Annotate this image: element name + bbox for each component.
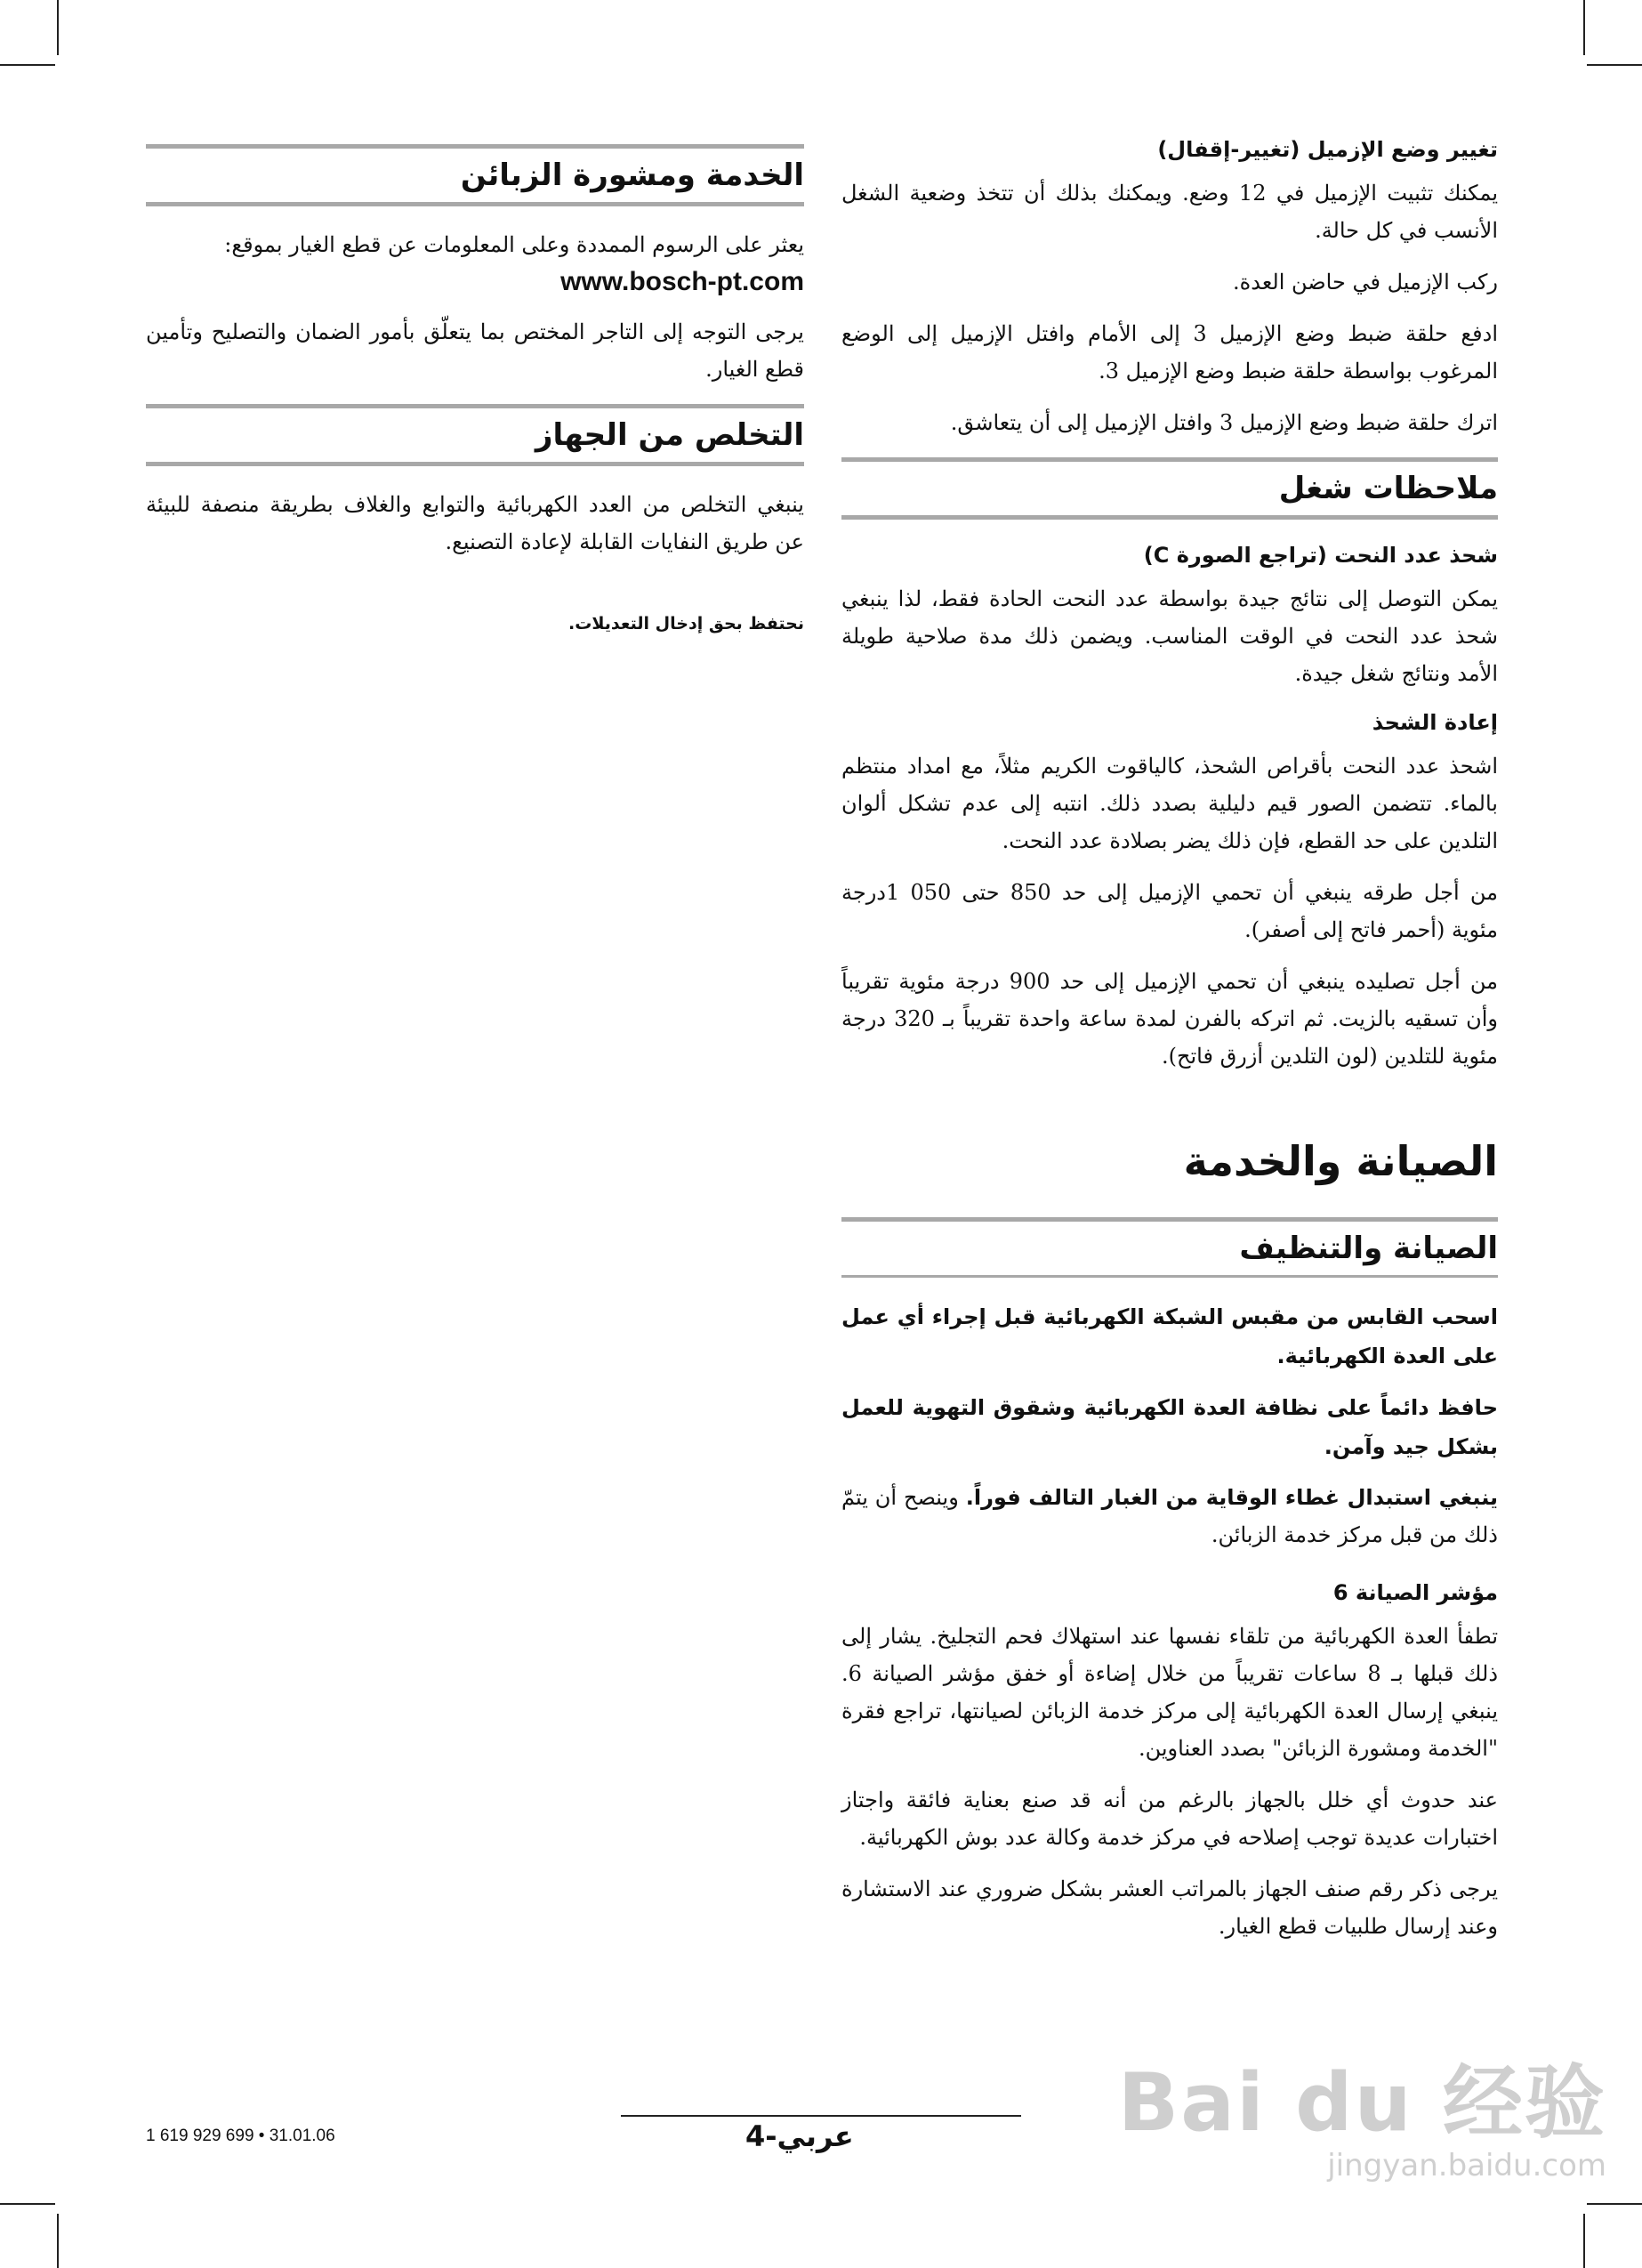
dust-cap-rest: وينصح أن يتمّ ذلك من قبل مركز خدمة الزبائن. bbox=[841, 1485, 1498, 1547]
paragraph: يمكنك تثبيت الإزميل في 12 وضع. ويمكنك بذلك أن تتخذ وضعية الشغل الأنسب في كل حالة. bbox=[841, 181, 1498, 243]
crop-mark bbox=[1587, 64, 1642, 66]
dust-cap-paragraph bbox=[841, 1479, 1498, 1554]
crop-mark bbox=[57, 0, 59, 55]
paragraph: تطفأ العدة الكهربائية من تلقاء نفسها عند استهلاك فحم التجليخ. يشار إلى ذلك قبلها بـ 8 ساعات تقريباً من خلال إضاءة أو خفق مؤشر الصيانة 6. ينبغي إرسال العدة الكهربائية إلى مركز خدمة الزبائن لصيانتها، تراجع فقرة "الخدمة ومشورة الزبائن" بصدد العناوين. bbox=[841, 1624, 1499, 1761]
paragraph: عند حدوث أي خلل بالجهاز بالرغم من أنه قد صنع بعناية فائقة واجتاز اختبارات عديدة توجب إصلاحه في مركز خدمة وكالة عدد بوش الكهربائية. bbox=[841, 1788, 1498, 1850]
crop-mark bbox=[0, 64, 55, 66]
crop-mark bbox=[57, 2214, 59, 2268]
cleaning-header: الصيانة والتنظيف bbox=[841, 1217, 1498, 1278]
indicator-title: مؤشر الصيانة 6 bbox=[1332, 1580, 1498, 1605]
sharpen-title: شحذ عدد النحت (تراجع الصورة C) bbox=[1143, 543, 1498, 568]
service-header: الخدمة ومشورة الزبائن bbox=[146, 144, 804, 206]
rights-note: نحتفظ بحق إدخال التعديلات. bbox=[568, 614, 804, 634]
watermark-main: Bai du 经验 bbox=[1117, 2056, 1606, 2150]
paragraph: يرجى ذكر رقم صنف الجهاز بالمراتب العشر بشكل ضروري عند الاستشارة وعند إرسال طلبيات قطع الغيار. bbox=[841, 1877, 1498, 1939]
page-label: عربي-4 bbox=[745, 2119, 854, 2153]
paragraph: يعثر على الرسوم الممددة وعلى المعلومات عن قطع الغيار بموقع: bbox=[224, 232, 804, 257]
crop-mark bbox=[1583, 0, 1585, 55]
paragraph: ينبغي التخلص من العدد الكهربائية والتوابع والغلاف بطريقة منصفة للبيئة عن طريق النفايات القابلة لإعادة التصنيع. bbox=[146, 492, 804, 554]
crop-mark bbox=[1583, 2214, 1585, 2268]
paragraph: اشحذ عدد النحت بأقراص الشحذ، كالياقوت الكريم مثلاً، مع امداد منتظم بالماء. تتضمن الصور قيم دليلية بصدد ذلك. انتبه إلى عدم تشكل ألوان التلدين على حد القطع، فإن ذلك يضر بصلادة عدد النحت. bbox=[841, 754, 1498, 853]
chisel-position-title: تغيير وضع الإزميل (تغيير-إقفال) bbox=[1157, 137, 1498, 162]
paragraph: يرجى التوجه إلى التاجر المختص بما يتعلّق بأمور الضمان والتصليح وتأمين قطع الغيار. bbox=[146, 319, 804, 382]
paragraph: يمكن التوصل إلى نتائج جيدة بواسطة عدد النحت الحادة فقط، لذا ينبغي شحذ عدد النحت في الوقت المناسب. ويضمن ذلك مدة صلاحية طويلة الأمد ونتائج شغل جيدة. bbox=[841, 586, 1498, 686]
chapter-title: الصيانة والخدمة bbox=[1183, 1137, 1498, 1185]
paragraph: من أجل تصليده ينبغي أن تحمي الإزميل إلى حد 900 درجة مئوية تقريباً وأن تسقيه بالزيت. ثم اتركه بالفرن لمدة ساعة واحدة تقريباً بـ 320 درجة مئوية للتلدين (لون التلدين أزرق فاتح). bbox=[841, 969, 1499, 1069]
doc-code: 1 619 929 699 • 31.01.06 bbox=[146, 2127, 335, 2145]
paragraph: من أجل طرقه ينبغي أن تحمي الإزميل إلى حد 850 حتى 050 1درجة مئوية (أحمر فاتح إلى أصفر). bbox=[841, 880, 1498, 942]
left-column bbox=[146, 133, 804, 634]
footer-rule bbox=[621, 2115, 1021, 2117]
resharpen-title: إعادة الشحذ bbox=[1372, 710, 1498, 735]
paragraph: ادفع حلقة ضبط وضع الإزميل 3 إلى الأمام وافتل الإزميل إلى الوضع المرغوب بواسطة حلقة ضبط وضع الإزميل 3. bbox=[841, 321, 1498, 383]
paragraph: اترك حلقة ضبط وضع الإزميل 3 وافتل الإزميل إلى أن يتعاشق. bbox=[950, 410, 1498, 435]
right-column bbox=[841, 133, 1498, 1959]
service-url-link[interactable]: www.bosch-pt.com bbox=[560, 267, 804, 296]
disposal-header: التخلص من الجهاز bbox=[146, 404, 804, 466]
watermark-sub: jingyan.baidu.com bbox=[1327, 2148, 1606, 2183]
paragraph: ركب الإزميل في حاضن العدة. bbox=[1233, 270, 1498, 295]
crop-mark bbox=[1587, 2203, 1642, 2205]
work-notes-header: ملاحظات شغل bbox=[841, 457, 1498, 520]
baidu-watermark bbox=[1118, 2038, 1606, 2183]
crop-mark bbox=[0, 2203, 55, 2205]
dust-cap-bold: ينبغي استبدال غطاء الوقاية من الغبار التالف فوراً. bbox=[965, 1485, 1499, 1510]
warning-paragraph: اسحب القابس من مقبس الشبكة الكهربائية قبل إجراء أي عمل على العدة الكهربائية. bbox=[841, 1304, 1498, 1368]
warning-paragraph: حافظ دائماً على نظافة العدة الكهربائية وشقوق التهوية للعمل بشكل جيد وآمن. bbox=[841, 1395, 1498, 1459]
